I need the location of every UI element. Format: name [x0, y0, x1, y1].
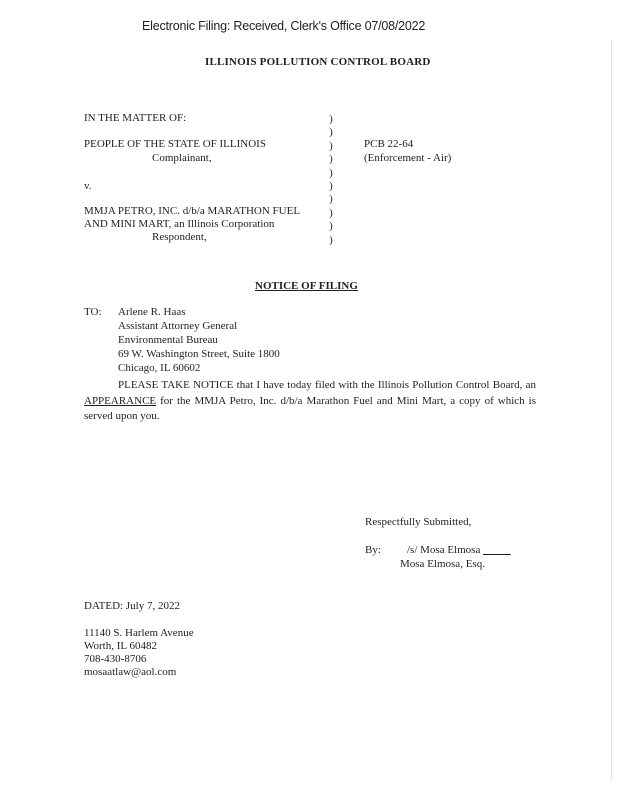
paren: ) — [329, 153, 333, 166]
paren: ) — [329, 233, 333, 246]
case-type: (Enforcement - Air) — [364, 152, 452, 164]
complainant-name: PEOPLE OF THE STATE OF ILLINOIS — [84, 138, 266, 150]
respondent-role: Respondent, — [152, 231, 207, 243]
recipient-street: 69 W. Washington Street, Suite 1800 — [118, 348, 280, 360]
by-label: By: — [365, 544, 381, 556]
notice-heading: NOTICE OF FILING — [255, 280, 358, 292]
signature-blank: _____ — [483, 544, 511, 556]
case-number: PCB 22-64 — [364, 138, 414, 150]
notice-paragraph — [84, 378, 536, 425]
versus-label: v. — [84, 180, 92, 192]
paren: ) — [329, 113, 333, 125]
printed-name: Mosa Elmosa, Esq. — [400, 558, 485, 570]
paren: ) — [329, 139, 333, 152]
appearance-link[interactable]: APPEARANCE — [84, 394, 157, 407]
electronic-signature — [407, 544, 511, 556]
to-label: TO: — [84, 306, 102, 318]
address-phone: 708-430-8706 — [84, 653, 147, 665]
closing-line: Respectfully Submitted, — [365, 516, 472, 528]
caption-bracket — [327, 113, 335, 247]
dated-line: DATED: July 7, 2022 — [84, 600, 180, 612]
in-the-matter-label: IN THE MATTER OF: — [84, 112, 187, 124]
address-city: Worth, IL 60482 — [84, 640, 157, 652]
respondent-name-line1: MMJA PETRO, INC. d/b/a MARATHON FUEL — [84, 205, 301, 217]
recipient-city: Chicago, IL 60602 — [118, 362, 201, 374]
page-edge — [611, 40, 612, 780]
paren: ) — [329, 220, 333, 233]
notice-text-start: PLEASE TAKE NOTICE that I have today filed with the Illinois Pollution Control Board, an — [118, 379, 536, 391]
recipient-title: Assistant Attorney General — [118, 320, 238, 332]
address-street: 11140 S. Harlem Avenue — [84, 627, 194, 639]
notice-text-end: for the MMJA Petro, Inc. d/b/a Marathon Fuel and Mini Mart, a copy of which is served upon you. — [84, 394, 536, 422]
address-email[interactable]: mosaatlaw@aol.com — [84, 666, 177, 678]
paren: ) — [329, 179, 333, 192]
paren: ) — [329, 206, 333, 219]
paren: ) — [329, 166, 333, 179]
recipient-name: Arlene R. Haas — [118, 306, 186, 318]
paren: ) — [329, 193, 333, 206]
respondent-name-line2: AND MINI MART, an Illinois Corporation — [84, 218, 275, 230]
document-title: ILLINOIS POLLUTION CONTROL BOARD — [205, 56, 431, 68]
signature-text: /s/ Mosa Elmosa — [407, 544, 481, 556]
filing-stamp: Electronic Filing: Received, Clerk's Office 07/08/2022 — [142, 19, 426, 33]
recipient-bureau: Environmental Bureau — [118, 334, 218, 346]
paren: ) — [329, 126, 333, 139]
complainant-role: Complainant, — [152, 152, 212, 164]
